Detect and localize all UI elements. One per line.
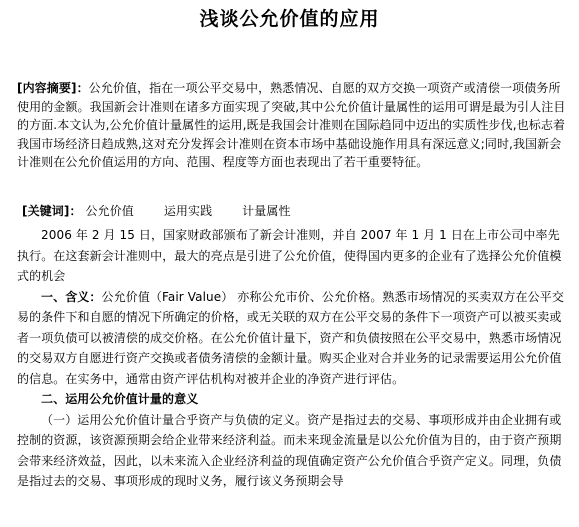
paragraph-definition xyxy=(17,287,569,390)
abstract-section xyxy=(17,79,569,172)
paragraph-text: 公允价值（Fair Value） 亦称公允市价、公允价格。熟悉市场情况的买卖双方在公平交易的条件下和自愿的情况下所确定的价格，或无关联的双方在公平交易的条件下一项资产可以被买卖或者一项负债可以被清偿的成交价格。在公允价值计量下，资产和负债按照在公平交易中，熟悉市场情况的交易双方自愿进行资产交换或者债务清偿的金额计量。购买企业对合并业务的记录需要运用公允价值的信息。在实务中，通常由资产评估机构对被并企业的净资产进行评估。 xyxy=(17,289,564,386)
paragraph-intro: 2006 年 2 月 15 日，国家财政部颁布了新会计准则，并自 2007 年 1 月 1 日在上市公司中率先执行。在这套新会计准则中，最大的亮点是引进了公允价值，使得国内更多的企业有了选择公允价值模式的机会 xyxy=(17,228,562,283)
keyword-item: 公允价值 xyxy=(85,204,134,218)
keyword-item: 计量属性 xyxy=(242,204,291,218)
section-heading: 二、运用公允价值计量的意义 xyxy=(41,392,199,406)
abstract-text: 公允价值，指在一项公平交易中，熟悉情况、自愿的双方交换一项资产或清偿一项债务所使用的金额。我国新会计准则在诸多方面实现了突破,其中公允价值计量属性的运用可谓是最为引人注目的方面.本文认为,公允价值计量属性的运用,既是我国会计准则在国际趋同中迈出的实质性步伐,也标志着我国市场经济日趋成熟,这对充分发挥会计准则在资本市场中基础设施作用具有深远意义;同时,我国新会计准则在公允价值运用的方向、范围、程度等方面也表现出了若干重要特征。 xyxy=(17,81,566,170)
body-section xyxy=(17,225,569,492)
abstract-label: [内容摘要]： xyxy=(17,81,89,95)
keyword-item: 运用实践 xyxy=(163,204,213,218)
section-heading: 一、含义： xyxy=(41,289,102,304)
paragraph-meaning: （一）运用公允价值计量合乎资产与负债的定义。资产是指过去的交易、事项形成并由企业拥有或控制的资源，该资源预期会给企业带来经济利益。而未来现金流量是以公允价值为目的，由于资产预期会带来经济效益，因此，以未来流入企业经济利益的现值确定资产公允价值合乎资产定义。同理，负债是指过去的交易、事项形成的现时义务，履行该义务预期会导 xyxy=(17,412,562,488)
keywords-section xyxy=(22,202,574,221)
keywords-label: [关键词]： xyxy=(22,204,82,218)
document-title: 浅谈公允价值的应用 xyxy=(199,8,380,30)
